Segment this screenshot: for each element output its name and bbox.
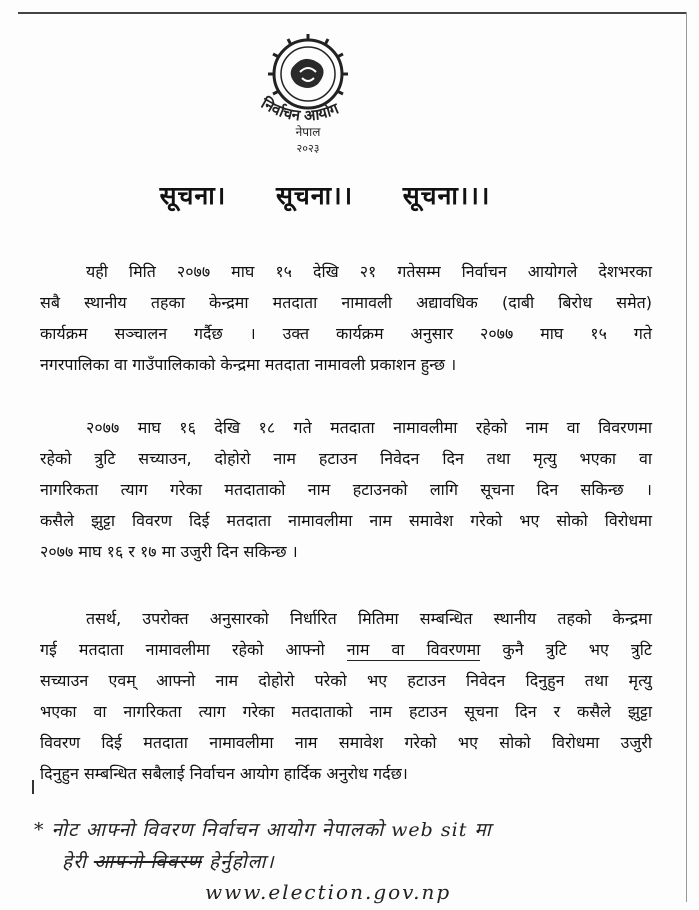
paragraph-3-line: दिनुहुन सम्बन्धित सबैलाई निर्वाचन आयोग हार्दिक अनुरोध गर्दछ।: [40, 764, 408, 783]
paragraph-1-line: नगरपालिका वा गाउँपालिकाको केन्द्रमा मतदाता नामावली प्रकाशन हुन्छ ।: [40, 355, 457, 374]
paragraph-1-line: सबै स्थानीय तहका केन्द्रमा मतदाता नामावली अद्यावधिक (दाबी बिरोध समेत): [40, 293, 652, 312]
paragraph-2-line: रहेको त्रुटि सच्याउन, दोहोरो नाम हटाउन निवेदन दिन तथा मृत्यु भएका वा: [40, 449, 652, 468]
seal-year-text: २०२३: [296, 142, 320, 155]
handwritten-note-line-1: * नोट आफ्नो विवरण निर्वाचन आयोग नेपालको web sit मा: [34, 819, 492, 841]
seal-country-text: नेपाल: [295, 125, 321, 139]
paragraph-1-line: यही मिति २०७७ माघ १५ देखि २१ गतेसम्म निर्वाचन आयोगले देशभरका: [86, 262, 652, 281]
election-commission-seal: [238, 22, 378, 162]
heading-word-3: सूचना।।।: [402, 181, 491, 210]
paragraph-2-line: २०७७ माघ १६ देखि १८ गते मतदाता नामावलीमा रहेको नाम वा विवरणमा: [86, 418, 652, 437]
handwritten-struck-text: आफ्नो विवरण: [93, 851, 202, 873]
heading-word-1: सूचना।: [159, 181, 227, 210]
paragraph-3-line-2-start: गई मतदाता नामावलीमा रहेको आफ्नो: [40, 640, 347, 659]
heading-word-2: सूचना।।: [275, 181, 354, 210]
underlined-name-or-details: नाम वा विवरणमा: [346, 640, 481, 659]
paragraph-1-line: कार्यक्रम सञ्चालन गर्दैछ । उक्त कार्यक्रम अनुसार २०७७ माघ १५ गते: [40, 324, 652, 343]
paragraph-3-line: भएका वा नागरिकता त्याग गरेका मतदाताको नाम हटाउन सूचना दिन र कसैले झुट्टा: [40, 702, 652, 721]
seal-emblem-icon: [238, 22, 378, 162]
notice-heading: [0, 178, 650, 212]
paragraph-2-line: नागरिकता त्याग गरेका मतदाताको नाम हटाउनको लागि सूचना दिन सकिन्छ ।: [40, 480, 652, 499]
paragraph-2: [40, 412, 652, 567]
handwritten-note-see: हेरी: [62, 851, 94, 873]
handwritten-website-url: www.election.gov.np: [205, 880, 452, 904]
seal-arc-text: निर्वाचन आयोग: [257, 94, 342, 126]
paragraph-3: [40, 603, 652, 789]
margin-mark: [32, 780, 34, 794]
paragraph-3-line: सच्याउन एवम् आफ्नो नाम दोहोरो परेको भए हटाउन निवेदन दिनुहुन तथा मृत्यु: [40, 671, 652, 690]
paragraph-3-line: विवरण दिई मतदाता नामावलीमा नाम समावेश गरेको भए सोको विरोधमा उजुरी: [40, 733, 652, 752]
top-border-line: [18, 12, 686, 14]
svg-text:निर्वाचन आयोग: [257, 94, 342, 125]
paragraph-3-line: तसर्थ, उपरोक्त अनुसारको निर्धारित मितिमा सम्बन्धित स्थानीय तहको केन्द्रमा: [86, 609, 652, 628]
handwritten-note-end: हेर्नुहोला।: [201, 851, 275, 873]
paragraph-1: [40, 256, 652, 380]
paragraph-2-line: कसैले झुट्टा विवरण दिई मतदाता नामावलीमा नाम समावेश गरेको भए सोको विरोधमा: [40, 511, 652, 530]
handwritten-note-line-2: [62, 848, 275, 874]
paragraph-3-line-2-end: कुनै त्रुटि भए त्रुटि: [480, 640, 652, 659]
paragraph-3-line-with-underline: [40, 634, 652, 665]
right-border-line: [686, 12, 687, 902]
paragraph-2-line: २०७७ माघ १६ र १७ मा उजुरी दिन सकिन्छ ।: [40, 542, 298, 561]
